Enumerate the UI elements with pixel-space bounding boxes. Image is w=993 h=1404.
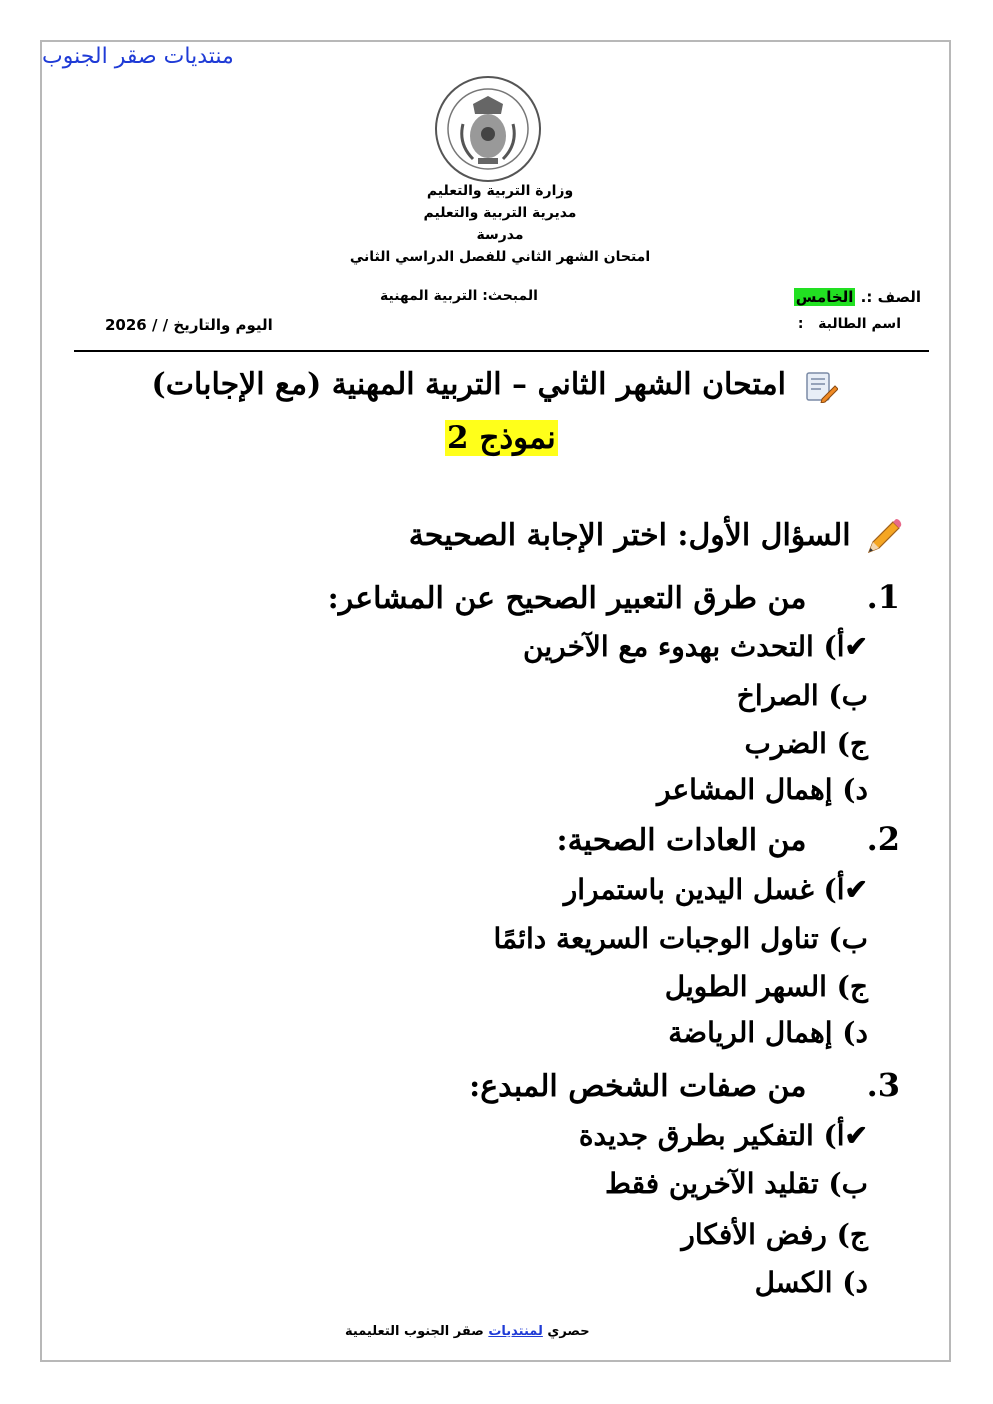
option-correct: ✔أ) التحدث بهدوء مع الآخرين	[523, 630, 868, 663]
question-2	[557, 820, 900, 858]
grade-row	[794, 288, 921, 306]
main-title-text: امتحان الشهر الثاني – التربية المهنية (مع الإجابات)	[151, 367, 786, 402]
pencil-icon	[865, 518, 903, 556]
site-name[interactable]: منتديات صقر الجنوب	[42, 44, 234, 69]
footer-link[interactable]: لمنتديات	[488, 1324, 543, 1339]
model-label: نموذج 2	[447, 420, 556, 456]
question-text: من العادات الصحية:	[556, 823, 807, 858]
ministry-emblem-icon	[433, 74, 543, 184]
directorate-name: مديرية التربية والتعليم	[423, 205, 577, 221]
option: ب) الصراخ	[736, 679, 868, 712]
student-row	[798, 316, 901, 332]
section-title	[409, 518, 903, 556]
student-label: اسم الطالبة	[818, 316, 901, 332]
option: ج) الضرب	[744, 727, 868, 760]
question-text: من طرق التعبير الصحيح عن المشاعر:	[327, 581, 807, 616]
notepad-pencil-icon	[804, 369, 838, 403]
option: د) إهمال الرياضة	[668, 1016, 868, 1049]
footer-prefix: حصري	[547, 1324, 590, 1339]
grade-value: الخامس	[795, 288, 854, 306]
footer-suffix: صقر الجنوب التعليمية	[345, 1324, 484, 1339]
grade-label: الصف :.	[860, 288, 921, 306]
header-divider	[74, 350, 929, 352]
student-colon: :	[797, 316, 804, 332]
exam-name: امتحان الشهر الثاني للفصل الدراسي الثاني	[349, 249, 651, 265]
question-text: من صفات الشخص المبدع:	[469, 1069, 807, 1104]
school-name: مدرسة	[476, 227, 524, 243]
option: د) الكسل	[754, 1266, 868, 1299]
date-row: اليوم والتاريخ / / 2026	[105, 316, 273, 334]
option: ب) تقليد الآخرين فقط	[605, 1167, 868, 1200]
question-1	[328, 578, 900, 616]
ministry-name: وزارة التربية والتعليم	[426, 183, 574, 199]
option: ج) رفض الأفكار	[681, 1218, 868, 1251]
option: د) إهمال المشاعر	[657, 773, 868, 806]
question-3	[469, 1066, 900, 1104]
option: ج) السهر الطويل	[664, 970, 868, 1003]
question-number: 1.	[866, 578, 900, 616]
subject-line: المبحث: التربية المهنية	[380, 288, 538, 304]
option: ب) تناول الوجبات السريعة دائمًا	[493, 922, 868, 955]
section-title-text: السؤال الأول: اختر الإجابة الصحيحة	[408, 518, 851, 553]
footer	[345, 1324, 590, 1339]
question-number: 2.	[866, 820, 900, 858]
question-number: 3.	[866, 1066, 900, 1104]
option-correct: ✔أ) التفكير بطرق جديدة	[578, 1119, 868, 1152]
option-correct: ✔أ) غسل اليدين باستمرار	[563, 873, 868, 906]
main-title	[100, 367, 890, 403]
header-block	[300, 180, 700, 268]
